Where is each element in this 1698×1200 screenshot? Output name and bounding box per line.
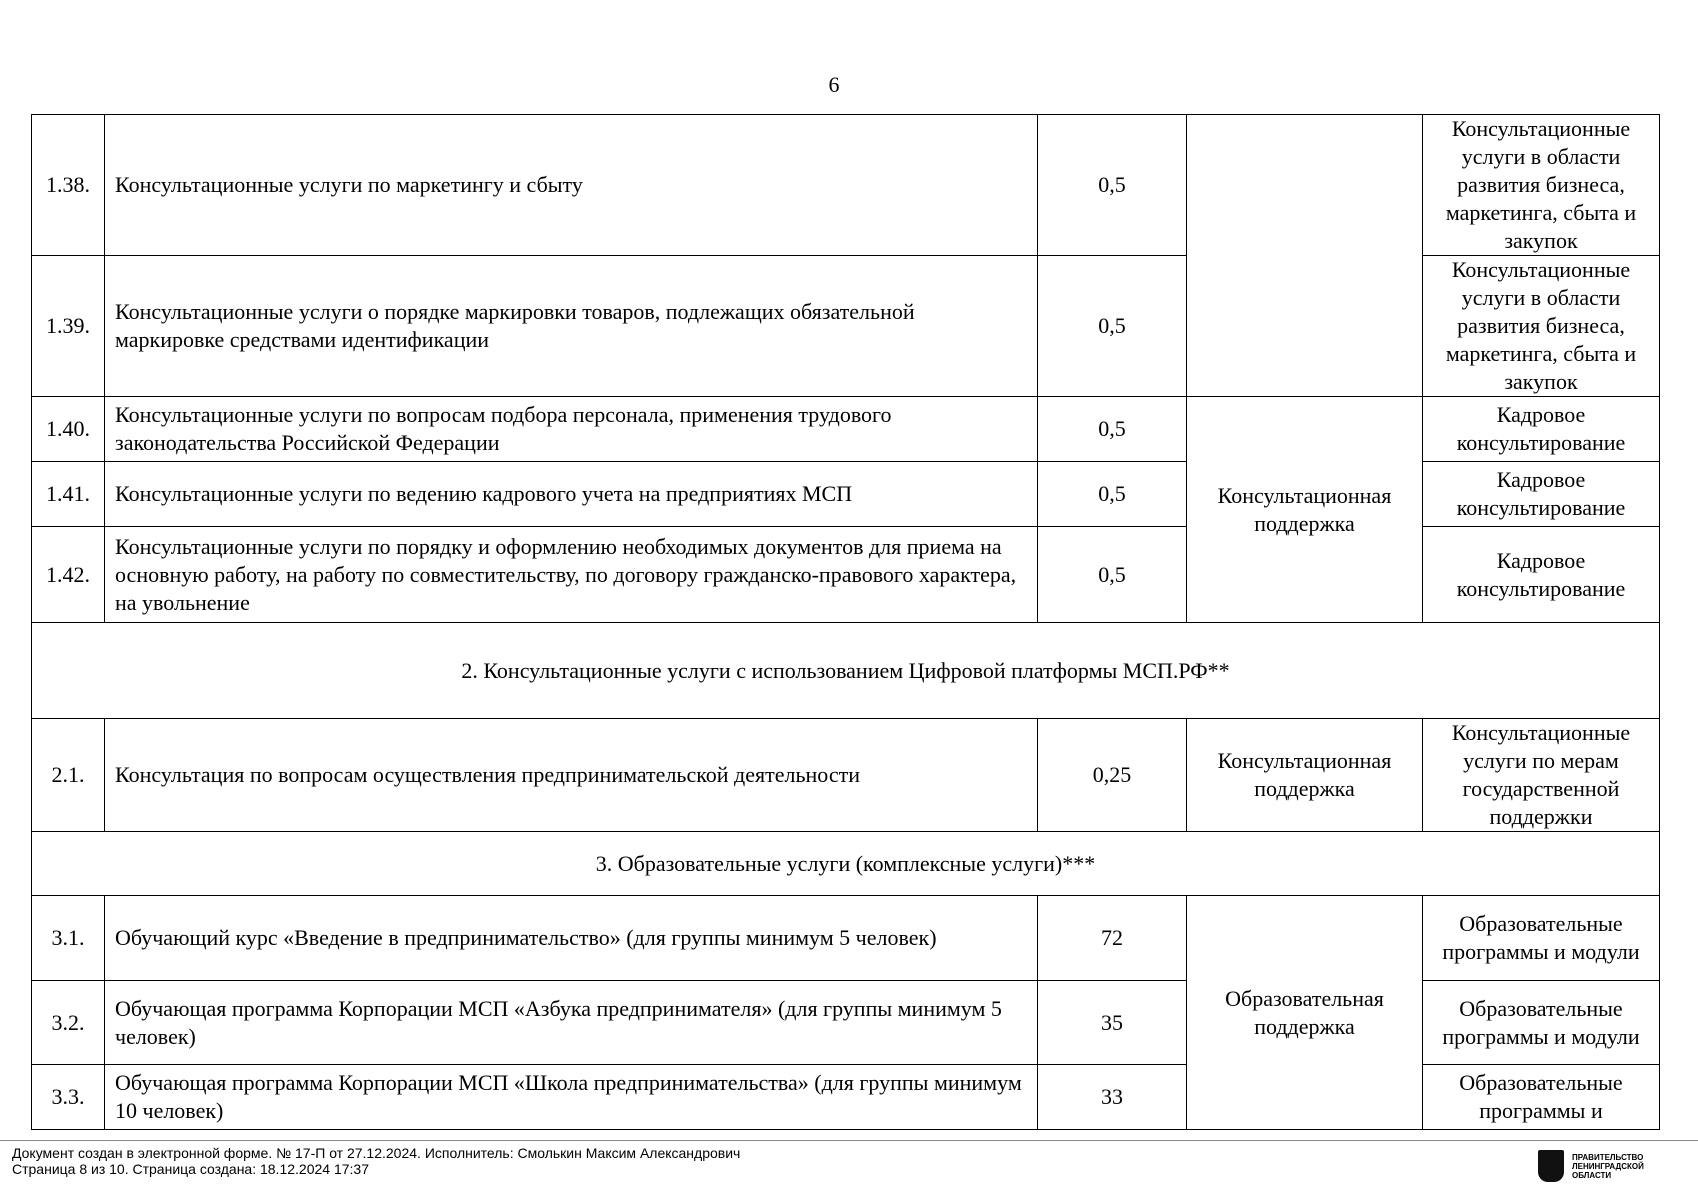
service-type: Кадровое консультирование bbox=[1423, 462, 1660, 527]
service-type: Кадровое консультирование bbox=[1423, 397, 1660, 462]
support-category: Консультационная поддержка bbox=[1187, 719, 1423, 832]
service-description: Консультационные услуги по маркетингу и сбыту bbox=[105, 115, 1038, 256]
service-type: Консультационные услуги по мерам государственной поддержки bbox=[1423, 719, 1660, 832]
service-type: Консультационные услуги в области развития бизнеса, маркетинга, сбыта и закупок bbox=[1423, 256, 1660, 397]
service-description: Обучающая программа Корпорации МСП «Азбука предпринимателя» (для группы минимум 5 человек) bbox=[105, 981, 1038, 1065]
section-header-row bbox=[32, 832, 1660, 896]
government-logo bbox=[1538, 1150, 1662, 1182]
row-number: 2.1. bbox=[32, 719, 105, 832]
row-number: 1.42. bbox=[32, 527, 105, 623]
section-2-title: 2. Консультационные услуги с использованием Цифровой платформы МСП.РФ** bbox=[32, 623, 1660, 719]
row-number: 1.38. bbox=[32, 115, 105, 256]
service-value: 72 bbox=[1038, 896, 1187, 981]
row-number: 3.2. bbox=[32, 981, 105, 1065]
footer-page-info: Страница 8 из 10. Страница создана: 18.12.2024 17:37 bbox=[12, 1161, 369, 1177]
section-3-title: 3. Образовательные услуги (комплексные услуги)*** bbox=[32, 832, 1660, 896]
service-description: Консультационные услуги по ведению кадрового учета на предприятиях МСП bbox=[105, 462, 1038, 527]
row-number: 3.1. bbox=[32, 896, 105, 981]
row-number: 1.40. bbox=[32, 397, 105, 462]
service-type: Образовательные программы и модули bbox=[1423, 981, 1660, 1065]
table-row bbox=[32, 896, 1660, 981]
table-row bbox=[32, 115, 1660, 256]
page-number: 6 bbox=[828, 72, 840, 97]
service-description: Консультационные услуги по вопросам подбора персонала, применения трудового законодательства Российской Федерации bbox=[105, 397, 1038, 462]
coat-of-arms-icon bbox=[1538, 1150, 1564, 1182]
logo-text: ПРАВИТЕЛЬСТВО ЛЕНИНГРАДСКОЙ ОБЛАСТИ bbox=[1572, 1152, 1644, 1180]
service-value: 0,5 bbox=[1038, 256, 1187, 397]
section-header-row bbox=[32, 623, 1660, 719]
service-value: 33 bbox=[1038, 1065, 1187, 1130]
support-category-empty bbox=[1187, 115, 1423, 397]
row-number: 3.3. bbox=[32, 1065, 105, 1130]
service-type: Кадровое консультирование bbox=[1423, 527, 1660, 623]
footer-divider bbox=[0, 1140, 1698, 1141]
service-type: Образовательные программы и модули bbox=[1423, 896, 1660, 981]
row-number: 1.41. bbox=[32, 462, 105, 527]
service-type: Консультационные услуги в области развития бизнеса, маркетинга, сбыта и закупок bbox=[1423, 115, 1660, 256]
service-value: 0,5 bbox=[1038, 527, 1187, 623]
service-value: 0,5 bbox=[1038, 462, 1187, 527]
service-value: 0,25 bbox=[1038, 719, 1187, 832]
service-description: Обучающая программа Корпорации МСП «Школа предпринимательства» (для группы минимум 10 человек) bbox=[105, 1065, 1038, 1130]
service-description: Обучающий курс «Введение в предпринимательство» (для группы минимум 5 человек) bbox=[105, 896, 1038, 981]
support-category: Образовательная поддержка bbox=[1187, 896, 1423, 1130]
table-row bbox=[32, 397, 1660, 462]
service-description: Консультация по вопросам осуществления предпринимательской деятельности bbox=[105, 719, 1038, 832]
service-description: Консультационные услуги о порядке маркировки товаров, подлежащих обязательной маркировке средствами идентификации bbox=[105, 256, 1038, 397]
service-value: 0,5 bbox=[1038, 115, 1187, 256]
support-category: Консультационная поддержка bbox=[1187, 397, 1423, 623]
services-table bbox=[31, 114, 1660, 1130]
service-type: Образовательные программы и bbox=[1423, 1065, 1660, 1130]
service-description: Консультационные услуги по порядку и оформлению необходимых документов для приема на основную работу, на работу по совместительству, по договору гражданско-правового характера, на увольнение bbox=[105, 527, 1038, 623]
service-value: 0,5 bbox=[1038, 397, 1187, 462]
row-number: 1.39. bbox=[32, 256, 105, 397]
document-footer bbox=[12, 1145, 740, 1177]
service-value: 35 bbox=[1038, 981, 1187, 1065]
table-row bbox=[32, 719, 1660, 832]
footer-document-info: Документ создан в электронной форме. № 17-П от 27.12.2024. Исполнитель: Смолькин Максим Александрович bbox=[12, 1145, 741, 1161]
